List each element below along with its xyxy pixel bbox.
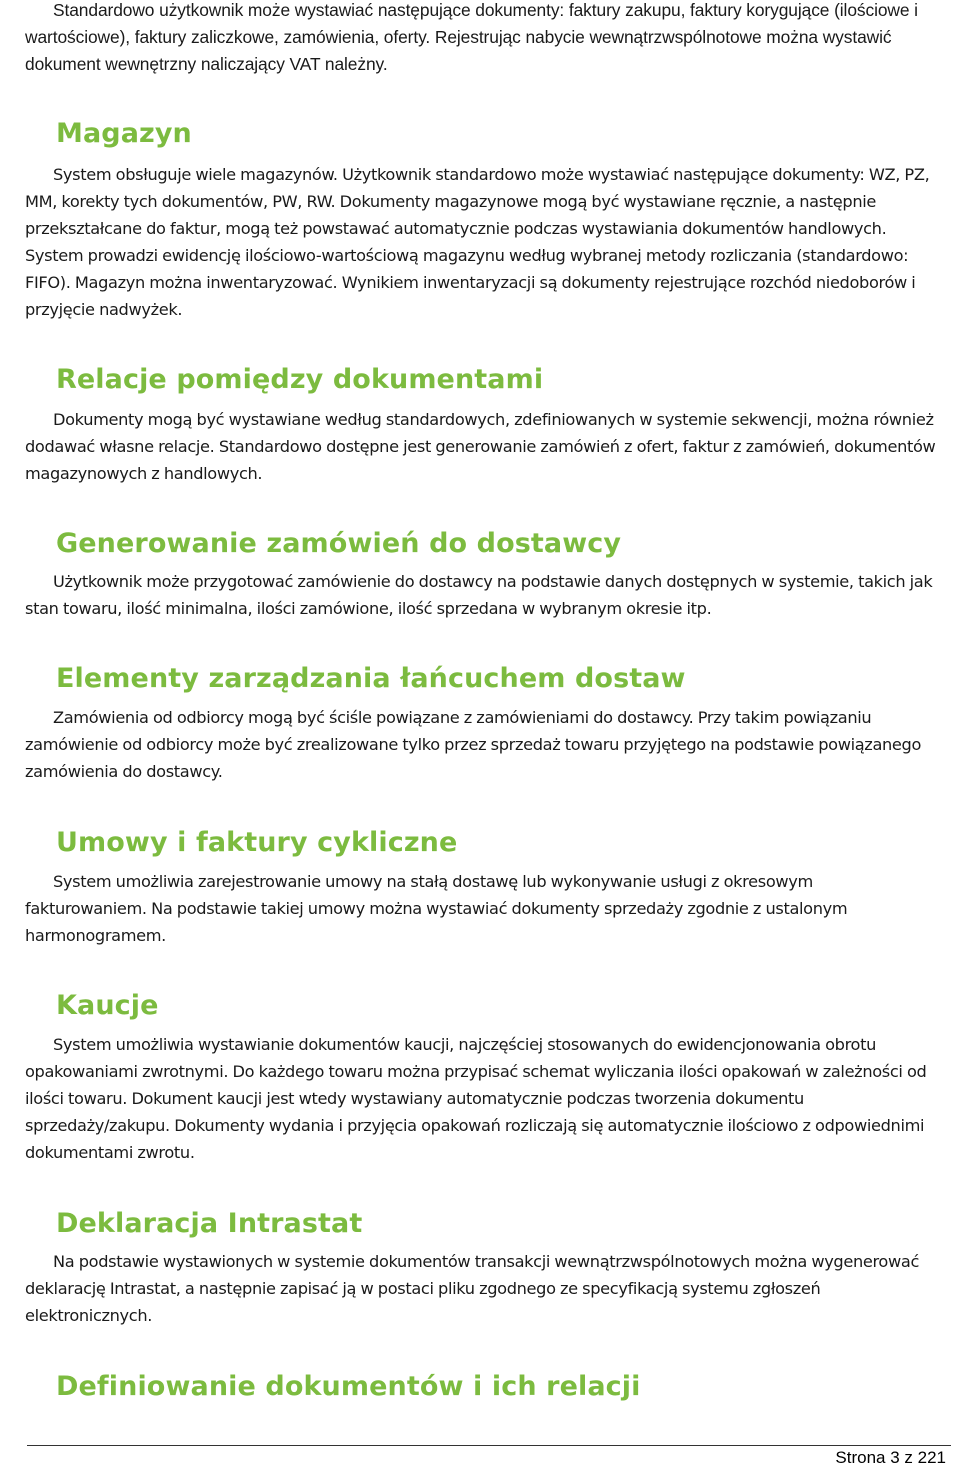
paragraph-magazyn: System obsługuje wiele magazynów. Użytkownik standardowo może wystawiać następujące dokumenty: WZ, PZ, MM, korekty tych dokumentów, PW, RW. Dokumenty magazynowe mogą być wystawiane ręcznie, a następnie przekształcane do faktur, mogą też powstawać automatycznie podczas wystawiania dokumentów handlowych. System prowadzi ewidencję ilościowo-wartościową magazynu według wybranej metody rozliczania (standardowo: FIFO). Magazyn można inwentaryzować. Wynikiem inwentaryzacji są dokumenty rejestrujące rozchód niedoborów i przyjęcie nadwyżek. bbox=[25, 165, 930, 319]
paragraph-relacje: Dokumenty mogą być wystawiane według standardowych, zdefiniowanych w systemie sekwencji, można również dodawać własne relacje. Standardowo dostępne jest generowanie zamówień z ofert, faktur z zamówień, dokumentów magazynowych z handlowych. bbox=[25, 410, 936, 483]
heading-relacje: Relacje pomiędzy dokumentami bbox=[56, 364, 544, 395]
footer-divider bbox=[27, 1445, 951, 1446]
paragraph-kaucje: System umożliwia wystawianie dokumentów kaucji, najczęściej stosowanych do ewidencjonowania obrotu opakowaniami zwrotnymi. Do każdego towaru można przypisać schemat wyliczania ilości opakowań w zależności od ilości towaru. Dokument kaucji jest wtedy wystawiany automatycznie podczas tworzenia dokumentu sprzedaży/zakupu. Dokumenty wydania i przyjęcia opakowań rozliczają się automatycznie ilościowo z odpowiednimi dokumentami zwrotu. bbox=[25, 1035, 927, 1162]
paragraph-lancuch-dostaw: Zamówienia od odbiorcy mogą być ściśle powiązane z zamówieniami do dostawcy. Przy takim powiązaniu zamówienie od odbiorcy może być zrealizowane tylko przez sprzedaż towaru przyjętego na podstawie powiązanego zamówienia do dostawcy. bbox=[25, 708, 922, 781]
intro-paragraph: Standardowo użytkownik może wystawiać następujące dokumenty: faktury zakupu, faktury korygujące (ilościowe i wartościowe), faktury zaliczkowe, zamówienia, oferty. Rejestrując nabycie wewnątrzwspólnotowe można wystawić dokument wewnętrzny naliczający VAT należny. bbox=[25, 0, 918, 74]
heading-umowy-cykliczne: Umowy i faktury cykliczne bbox=[56, 827, 458, 858]
paragraph-umowy-cykliczne: System umożliwia zarejestrowanie umowy na stałą dostawę lub wykonywanie usługi z okresowym fakturowaniem. Na podstawie takiej umowy można wystawiać dokumenty sprzedaży zgodnie z ustalonym harmonogramem. bbox=[25, 872, 848, 945]
heading-lancuch-dostaw: Elementy zarządzania łańcuchem dostaw bbox=[56, 663, 686, 694]
heading-magazyn: Magazyn bbox=[56, 118, 192, 149]
heading-generowanie-zamowien: Generowanie zamówień do dostawcy bbox=[56, 528, 622, 559]
page-number: Strona 3 z 221 bbox=[835, 1448, 946, 1467]
heading-definiowanie-dokumentow: Definiowanie dokumentów i ich relacji bbox=[56, 1371, 641, 1402]
paragraph-generowanie-zamowien: Użytkownik może przygotować zamówienie do dostawcy na podstawie danych dostępnych w systemie, takich jak stan towaru, ilość minimalna, ilości zamówione, ilość sprzedana w wybranym okresie itp. bbox=[25, 572, 933, 618]
heading-kaucje: Kaucje bbox=[56, 990, 159, 1021]
heading-intrastat: Deklaracja Intrastat bbox=[56, 1208, 363, 1239]
paragraph-intrastat: Na podstawie wystawionych w systemie dokumentów transakcji wewnątrzwspólnotowych można wygenerować deklarację Intrastat, a następnie zapisać ją w postaci pliku zgodnego ze specyfikacją systemu zgłoszeń elektronicznych. bbox=[25, 1252, 919, 1325]
